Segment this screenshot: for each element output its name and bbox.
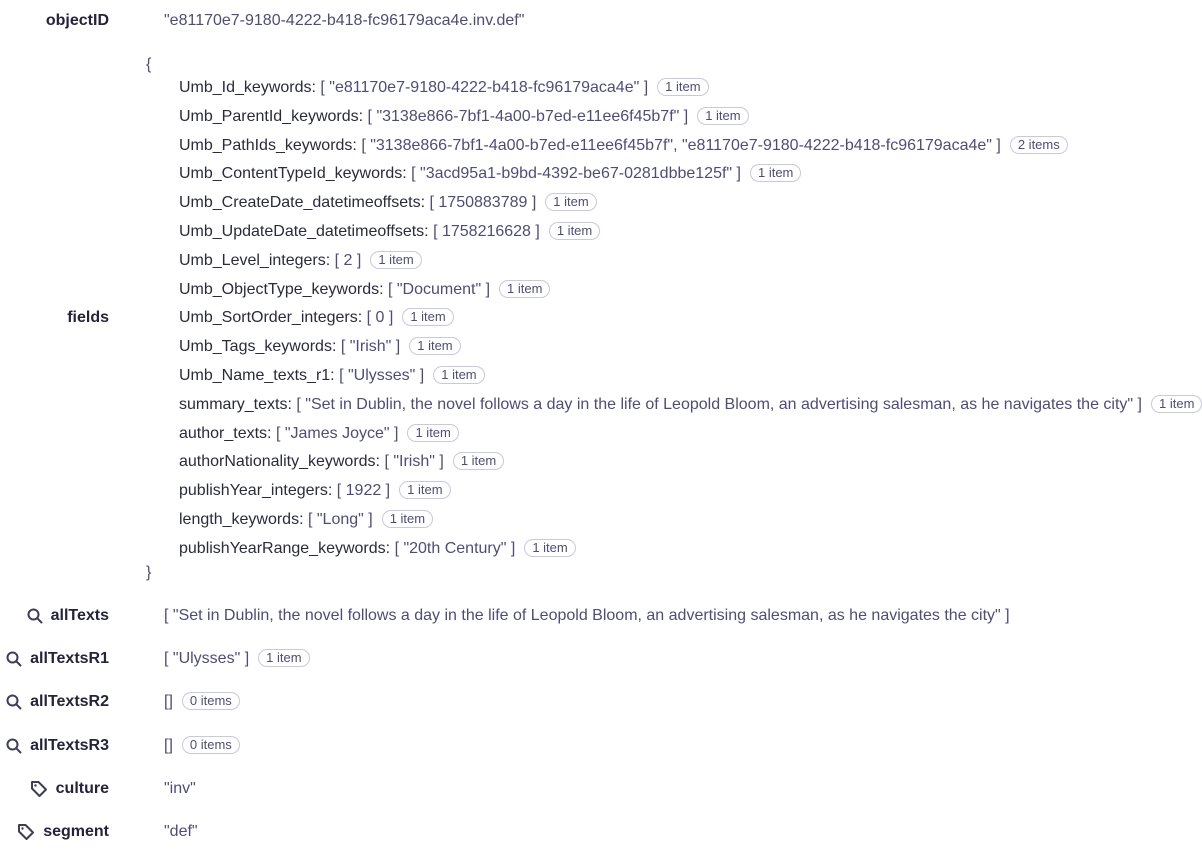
object-id-row [0,6,1005,36]
field-key: Umb_CreateDate_datetimeoffsets: [179,194,426,212]
search-icon [6,694,22,710]
field-row [179,74,1005,102]
field-value: [ "Set in Dublin, the novel follows a day in the life of Leopold Bloom, an advertising salesman, as he navigates the city" ] [296,395,1142,413]
all-texts-value: [ "Set in Dublin, the novel follows a day in the life of Leopold Bloom, an advertising salesman, as he navigates the city" ] [164,607,1010,624]
tag-icon [17,823,35,841]
item-count-badge: 1 item [524,539,575,557]
item-count-badge: 1 item [370,251,421,269]
all-texts-r1-row [0,644,1005,674]
culture-row [0,774,1005,804]
item-count-badge: 0 items [182,692,240,710]
item-count-badge: 1 item [1151,395,1202,413]
item-count-badge: 1 item [657,78,708,96]
field-row [179,391,1195,419]
item-count-badge: 1 item [258,649,309,667]
field-value: [ 1922 ] [336,482,391,500]
field-key: Umb_Level_integers: [179,251,331,269]
field-value: [ 1758216628 ] [433,223,540,240]
culture-value: "inv" [164,780,196,797]
item-count-badge: 1 item [399,481,450,499]
field-key: publishYear_integers: [179,482,333,500]
field-value: [ "Document" ] [387,280,491,298]
segment-row [0,817,1005,847]
field-row [179,333,1005,361]
all-texts-r1-label-text: allTextsR1 [30,650,109,667]
all-texts-r1-label[interactable] [6,644,109,674]
field-key: Umb_Id_keywords: [179,79,316,96]
field-value: [ 1750883789 ] [429,194,537,212]
field-row [179,218,1005,246]
item-count-badge: 2 items [1010,136,1068,154]
field-key: length_keywords: [179,511,304,528]
search-icon [6,738,22,754]
all-texts-r3-label-text: allTextsR3 [30,737,109,754]
item-count-badge: 1 item [409,337,460,355]
item-count-badge: 1 item [453,452,504,470]
all-texts-r2-value [164,687,1005,717]
all-texts-r3-value [164,731,1005,761]
search-icon [6,651,22,667]
field-key: Umb_ParentId_keywords: [179,107,364,125]
field-value: [ "e81170e7-9180-4222-b418-fc96179aca4e" ] [320,79,649,96]
all-texts-r2-label-text: allTextsR2 [30,693,109,710]
culture-label[interactable] [30,774,109,804]
tag-icon [30,780,48,798]
field-value: [ "Irish" ] [384,453,444,471]
field-key: Umb_Tags_keywords: [179,338,337,356]
search-icon [27,608,43,624]
all-texts-label-text: allTexts [50,607,109,624]
all-texts-r1-value-text: [ "Ulysses" ] [164,650,250,667]
item-count-badge: 1 item [697,107,748,125]
field-key: author_texts: [179,424,272,442]
field-value: [ 0 ] [366,309,394,327]
all-texts-r3-value-text: [] [164,737,173,754]
field-value: [ "Long" ] [307,511,373,528]
field-row [179,362,1005,390]
field-value: [ "3138e866-7bf1-4a00-b7ed-e11ee6f45b7f" ] [367,107,689,125]
all-texts-r2-row [0,687,1005,717]
field-row [179,103,1005,131]
field-row [179,420,1005,448]
fields-label: fields [67,309,109,326]
all-texts-r2-value-text: [] [164,693,173,710]
field-row [179,304,1005,332]
field-row [179,535,1005,563]
field-row [179,132,1060,160]
field-key: Umb_ObjectType_keywords: [179,280,384,298]
item-count-badge: 1 item [549,222,600,240]
segment-value: "def" [164,823,198,840]
field-key: Umb_UpdateDate_datetimeoffsets: [179,223,429,240]
all-texts-r3-label[interactable] [6,731,109,761]
field-key: Umb_ContentTypeId_keywords: [179,165,407,183]
field-value: [ "3acd95a1-b9bd-4392-be67-0281dbbe125f" ] [411,165,741,183]
field-value: [ "James Joyce" ] [275,424,399,442]
field-row [179,448,1005,476]
field-value: [ "Ulysses" ] [339,367,425,384]
item-count-badge: 1 item [433,366,484,384]
field-key: authorNationality_keywords: [179,453,380,471]
item-count-badge: 1 item [407,424,458,442]
all-texts-label[interactable] [27,601,109,631]
field-value: [ "20th Century" ] [394,539,516,557]
item-count-badge: 1 item [750,164,801,182]
item-count-badge: 1 item [499,280,550,298]
field-value: [ "Irish" ] [340,338,401,356]
field-row [179,276,1005,304]
item-count-badge: 1 item [382,510,433,528]
all-texts-r3-row [0,731,1005,761]
item-count-badge: 0 items [182,736,240,754]
item-count-badge: 1 item [545,193,596,211]
field-row [179,247,1005,275]
field-key: publishYearRange_keywords: [179,539,391,557]
field-value: [ 2 ] [334,251,362,269]
all-texts-r2-label[interactable] [6,687,109,717]
culture-label-text: culture [55,780,109,797]
item-count-badge: 1 item [402,308,453,326]
fields-close-brace: } [146,564,152,581]
object-id-label: objectID [45,12,109,29]
all-texts-r1-value [164,644,1005,674]
field-row [179,506,1005,534]
segment-label-text: segment [43,823,109,840]
field-row [179,189,1005,217]
fields-open-brace: { [146,56,152,73]
segment-label[interactable] [17,817,109,847]
field-row [179,477,1005,505]
field-key: Umb_SortOrder_integers: [179,309,363,327]
field-key: Umb_Name_texts_r1: [179,367,335,384]
field-key: summary_texts: [179,395,292,413]
field-row [179,160,1005,188]
all-texts-row [0,601,1010,631]
object-id-value: "e81170e7-9180-4222-b418-fc96179aca4e.inv.def" [164,12,525,29]
field-key: Umb_PathIds_keywords: [179,136,357,154]
field-value: [ "3138e866-7bf1-4a00-b7ed-e11ee6f45b7f", "e81170e7-9180-4222-b418-fc96179aca4e" ] [361,136,1001,154]
